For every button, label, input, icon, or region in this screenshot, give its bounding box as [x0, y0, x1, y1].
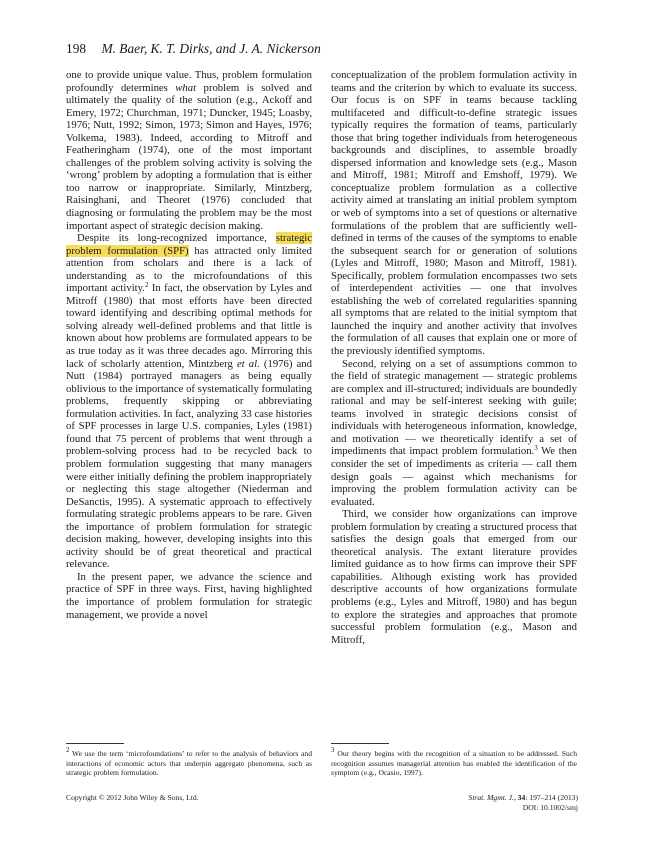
- paragraph: In the present paper, we advance the science and practice of SPF in three ways. First, having highlighted the importance of problem formulation for strategic management, we provide a novel: [66, 570, 312, 621]
- doi[interactable]: DOI: 10.1002/smj: [522, 803, 578, 812]
- running-header: [66, 40, 586, 58]
- footnote-number: 2: [66, 746, 70, 754]
- footnote-2: $^2$ We use the term ‘microfoundations’ to refer to the analysis of behaviors and interactions of economic actors that underpin aggregate phenomena, such as strategic problem formulation.: [66, 746, 312, 778]
- footnote-ref-3[interactable]: 3: [534, 444, 538, 453]
- footnote-3: $^3$ Our theory begins with the recognition of a situation to be addressed. Such recognition assumes managerial attention has enabled the identification of the symptom (e.g., Ocasio, 1997).: [331, 746, 577, 778]
- paragraph: one to provide unique value. Thus, problem formulation profoundly determines what problem is solved and ultimately the quality of the solution (e.g., Ackoff and Emery, 1972; Churchman, 1971; Duncker, 1945; Loasby, 1976; Nutt, 1992; Simon, 1973; Simon and Hayes, 1976; Volkema, 1983). Indeed, according to Mitroff and Featheringham (1974), one of the most important challenges of the problem solving activity is solving the ‘wrong’ problem by adopting a formulation that is either too narrow or inappropriate. Similarly, Mintzberg, Raisinghani, and Theoret (1976) concluded that diagnosing or formulating the problem may be the most important aspect of strategic decision making.: [66, 69, 312, 232]
- paragraph: conceptualization of the problem formulation activity in teams and the criterion by which to evaluate its success. Our focus is on SPF in teams because tackling multifaceted and difficult-to-define strategic issues typically requires the formation of teams, particularly those that bring together individuals from heterogeneous backgrounds and disciplines, to assemble broadly dispersed information and knowledge sets (e.g., Mason and Mitroff, 1981; Mitroff and Emshoff, 1979). We conceptualize problem formulation as a collective activity aimed at translating an initial problem symptom or web of symptoms into a set of questions or alternative formulations of the problem that are sufficiently well-defined in terms of the causes of the symptoms to enable the subsequent search for or generation of solutions (Lyles and Mitroff, 1980; Mason and Mitroff, 1981). Specifically, problem formulation encompasses two sets of interdependent activities — one that involves establishing the web of correlated regularities spanning all symptoms that are related to the initial symptom that launched the inquiry and another activity that involves the formulation of all causes that explain one or more of the previously identified symptoms.: [331, 69, 577, 358]
- footnote-divider: [331, 743, 389, 744]
- copyright-notice: Copyright © 2012 John Wiley & Sons, Ltd.: [66, 793, 199, 802]
- footnote-divider: [66, 743, 124, 744]
- journal-name: Strat. Mgmt. J.: [468, 793, 514, 802]
- running-authors: M. Baer, K. T. Dirks, and J. A. Nickerson: [101, 41, 321, 56]
- emphasis: what: [175, 81, 197, 94]
- right-column: [331, 69, 577, 646]
- highlighted-term: strategic problem formulation (SPF): [66, 232, 312, 257]
- page-number: 198: [66, 41, 87, 56]
- paragraph: Second, relying on a set of assumptions common to the field of strategic management — strategic problems are complex and ill-structured; individuals are boundedly rational and may be self-interest seeking with guile; teams involved in strategic decisions consist of individuals with heterogeneous information, knowledge, and motivation — we theoretically identify a set of impediments that impact problem formulation.$^3$ We then consider the set of impediments as criteria — call them design goals — against which mechanisms for improving the problem formulation activity can be evaluated.: [331, 357, 577, 508]
- footnote-number: 3: [331, 746, 335, 754]
- emphasis: et al.: [236, 357, 260, 370]
- citation-footer: Strat. Mgmt. J., 34: 197–214 (2013) DOI: 10.1002/smj: [400, 793, 578, 813]
- left-column: [66, 69, 312, 621]
- page-range: : 197–214 (2013): [525, 793, 578, 802]
- paragraph: Despite its long-recognized importance, strategic problem formulation (SPF) has attracted only limited attention from scholars and there is a lack of understanding as to the microfoundations of this important activity.$^2$ In fact, the observation by Lyles and Mitroff (1980) that most efforts have been directed toward identifying and describing optimal methods for solving already well-defined problems and that little is known about how problems are formulated appears to be as true today as it was three decades ago. Mirroring this lack of scholarly attention, Mintzberg et al. (1976) and Nutt (1984) portrayed managers as being equally oblivious to the importance of systematically formulating problems, frequently skipping or abbreviating formulation activities. In fact, analyzing 33 case histories of SPF processes in large U.S. companies, Lyles (1981) found that 75 percent of problems that went through a problem-solving process had to be recycled back to problem formulation suggesting that many managers were either initially defining the problem inappropriately or neglecting this stage altogether (Niederman and DeSanctis, 1995). A systematic approach to effectively formulating strategic problems appears to be rare. Given the importance of problem formulation for strategic decision making, however, developing insights into this activity should be of great theoretical and practical relevance.: [66, 232, 312, 571]
- footnote-ref-2[interactable]: 2: [144, 281, 149, 290]
- volume: 34: [517, 793, 526, 802]
- paragraph: Third, we consider how organizations can improve problem formulation by creating a structured process that satisfies the design goals that emerged from our theoretical analysis. The extant literature provides limited guidance as to how firms can improve their SPF capabilities. Although existing work has provided descriptive accounts of how organizations formulate problems (e.g., Lyles and Mitroff, 1980) and has begun to explore the strategies and approaches that promote successful problem formulation (e.g., Mason and Mitroff,: [331, 508, 577, 646]
